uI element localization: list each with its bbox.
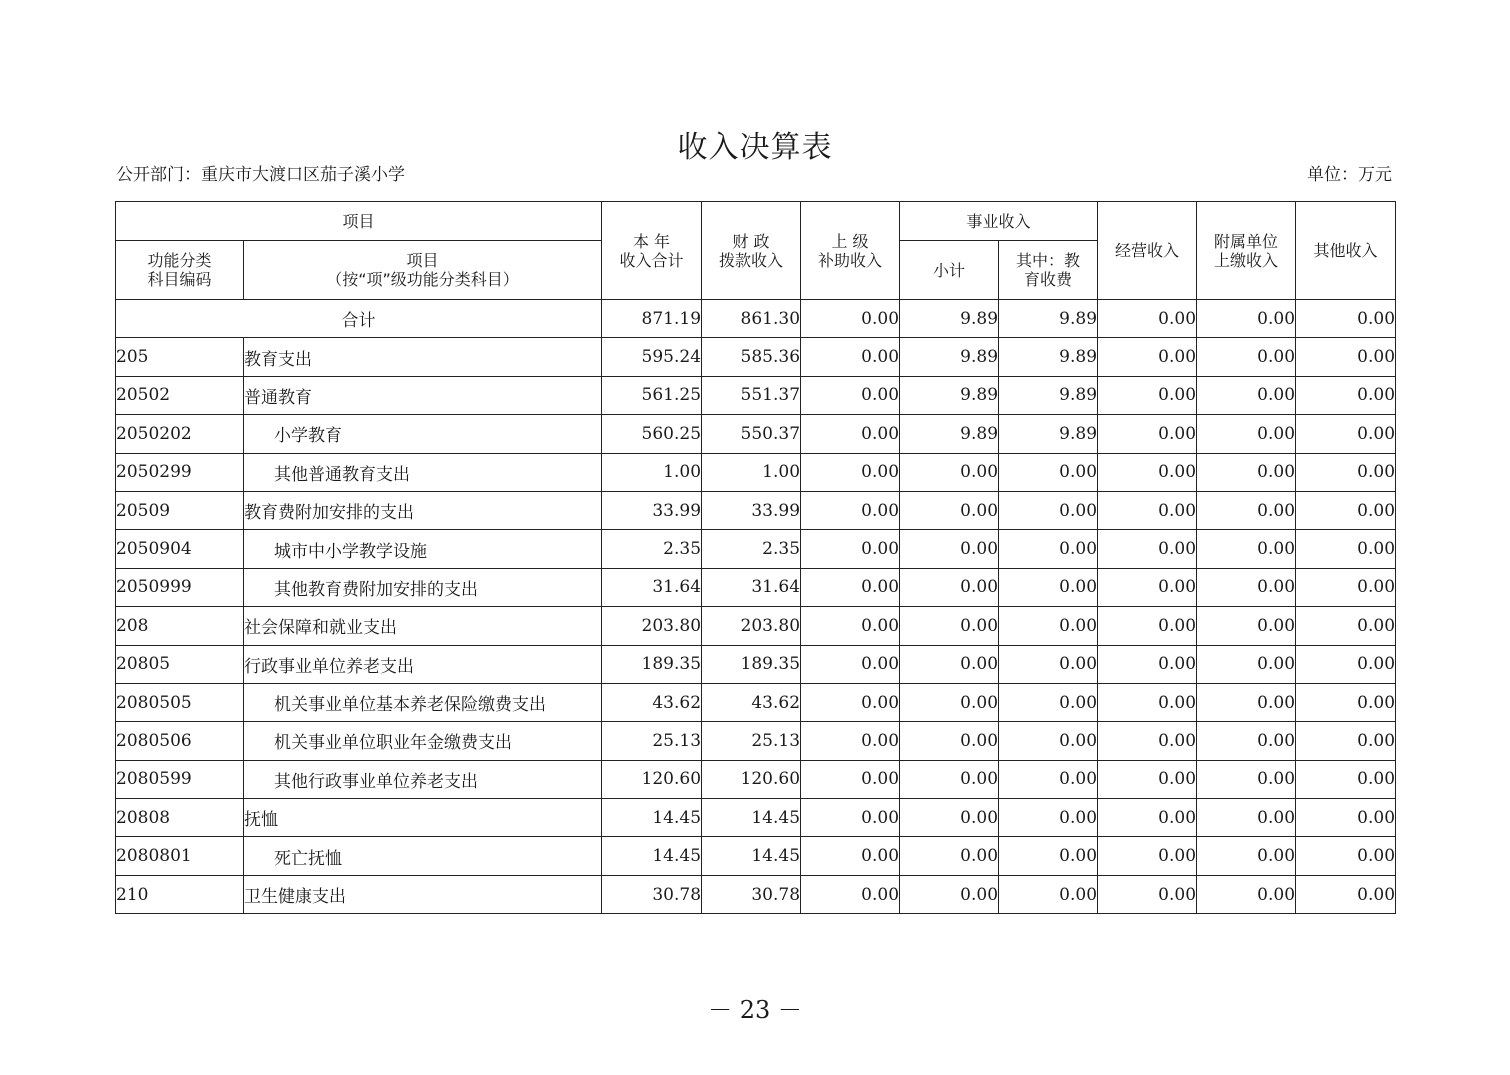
row-value: 2.35 — [602, 530, 702, 568]
row-value: 0.00 — [999, 453, 1098, 491]
row-value: 0.00 — [1197, 415, 1296, 453]
header-project: 项目 — [116, 202, 602, 241]
row-value: 0.00 — [1098, 491, 1197, 529]
table-row — [116, 837, 1396, 875]
row-value: 0.00 — [900, 491, 999, 529]
row-value: 9.89 — [900, 415, 999, 453]
row-code: 20502 — [116, 376, 244, 414]
header-affiliated — [1197, 202, 1296, 300]
row-value: 0.00 — [900, 837, 999, 875]
row-value: 0.00 — [801, 645, 900, 683]
row-value: 31.64 — [602, 568, 702, 606]
row-value: 0.00 — [1296, 376, 1396, 414]
row-code: 210 — [116, 875, 244, 913]
row-value: 43.62 — [702, 683, 801, 721]
row-name: 机关事业单位职业年金缴费支出 — [244, 722, 602, 760]
row-value: 189.35 — [602, 645, 702, 683]
page-title: 收入决算表 — [677, 130, 833, 165]
row-value: 0.00 — [999, 491, 1098, 529]
row-name: 社会保障和就业支出 — [244, 607, 602, 645]
row-value: 0.00 — [900, 799, 999, 837]
row-value: 0.00 — [1098, 607, 1197, 645]
row-value: 0.00 — [801, 491, 900, 529]
table-row — [116, 799, 1396, 837]
row-code: 20805 — [116, 645, 244, 683]
row-value: 25.13 — [702, 722, 801, 760]
total-value: 0.00 — [1197, 300, 1296, 338]
row-value: 550.37 — [702, 415, 801, 453]
row-value: 0.00 — [999, 530, 1098, 568]
total-row — [116, 300, 1396, 338]
total-value: 9.89 — [999, 300, 1098, 338]
row-value: 0.00 — [1296, 530, 1396, 568]
total-value: 0.00 — [1296, 300, 1396, 338]
row-value: 0.00 — [900, 530, 999, 568]
row-name: 其他教育费附加安排的支出 — [244, 568, 602, 606]
row-value: 0.00 — [801, 415, 900, 453]
row-value: 0.00 — [999, 837, 1098, 875]
row-value: 0.00 — [801, 530, 900, 568]
header-edu-fee-line2: 育收费 — [1024, 270, 1073, 289]
header-fiscal-line1: 财 政 — [732, 231, 770, 251]
row-value: 0.00 — [999, 645, 1098, 683]
row-value: 0.00 — [999, 875, 1098, 913]
header-total-income-line1: 本 年 — [632, 231, 671, 251]
header-subtotal: 小计 — [900, 241, 999, 300]
row-value: 0.00 — [1098, 338, 1197, 376]
row-name: 机关事业单位基本养老保险缴费支出 — [244, 683, 602, 721]
total-value: 0.00 — [801, 300, 900, 338]
row-value: 0.00 — [1296, 837, 1396, 875]
row-code: 2050904 — [116, 530, 244, 568]
row-value: 33.99 — [602, 491, 702, 529]
row-value: 595.24 — [602, 338, 702, 376]
row-name: 教育费附加安排的支出 — [244, 491, 602, 529]
row-value: 14.45 — [702, 837, 801, 875]
header-func-code-line1: 功能分类 — [147, 251, 212, 270]
table-row — [116, 645, 1396, 683]
page-number: － 23 － — [708, 996, 802, 1024]
row-value: 0.00 — [1197, 376, 1296, 414]
row-value: 0.00 — [1296, 645, 1396, 683]
row-value: 0.00 — [801, 875, 900, 913]
table-row — [116, 453, 1396, 491]
table-row — [116, 568, 1396, 606]
income-table — [115, 201, 1396, 914]
table-row — [116, 376, 1396, 414]
row-value: 30.78 — [702, 875, 801, 913]
row-value: 0.00 — [999, 683, 1098, 721]
row-value: 0.00 — [1197, 799, 1296, 837]
row-value: 0.00 — [1197, 837, 1296, 875]
table-body — [116, 300, 1396, 914]
table-row — [116, 415, 1396, 453]
total-label: 合计 — [116, 300, 602, 338]
row-value: 0.00 — [1197, 568, 1296, 606]
row-value: 0.00 — [1296, 491, 1396, 529]
row-value: 14.45 — [702, 799, 801, 837]
row-value: 0.00 — [1296, 799, 1396, 837]
table-row — [116, 607, 1396, 645]
row-code: 20509 — [116, 491, 244, 529]
row-name: 城市中小学教学设施 — [244, 530, 602, 568]
row-value: 0.00 — [1296, 607, 1396, 645]
row-value: 561.25 — [602, 376, 702, 414]
table-row — [116, 491, 1396, 529]
row-value: 0.00 — [1098, 453, 1197, 491]
row-value: 0.00 — [999, 568, 1098, 606]
row-value: 0.00 — [1296, 338, 1396, 376]
row-name: 死亡抚恤 — [244, 837, 602, 875]
header-item-line1: 项目 — [406, 251, 439, 270]
table-row — [116, 530, 1396, 568]
row-value: 9.89 — [900, 338, 999, 376]
row-value: 0.00 — [900, 568, 999, 606]
row-value: 0.00 — [1296, 683, 1396, 721]
row-code: 205 — [116, 338, 244, 376]
row-value: 0.00 — [1197, 607, 1296, 645]
row-name: 抚恤 — [244, 799, 602, 837]
table-header — [116, 202, 1396, 300]
total-value: 9.89 — [900, 300, 999, 338]
row-value: 0.00 — [900, 683, 999, 721]
department-label: 公开部门：重庆市大渡口区茄子溪小学 — [116, 165, 405, 185]
row-value: 14.45 — [602, 799, 702, 837]
row-value: 0.00 — [900, 645, 999, 683]
row-value: 0.00 — [999, 607, 1098, 645]
row-value: 551.37 — [702, 376, 801, 414]
row-value: 1.00 — [702, 453, 801, 491]
row-name: 普通教育 — [244, 376, 602, 414]
row-value: 0.00 — [1098, 760, 1197, 798]
row-value: 0.00 — [999, 760, 1098, 798]
unit-label: 单位：万元 — [1307, 165, 1392, 185]
row-value: 0.00 — [999, 722, 1098, 760]
row-value: 0.00 — [1197, 722, 1296, 760]
header-total-income-line2: 收入合计 — [619, 250, 684, 270]
row-value: 0.00 — [801, 607, 900, 645]
row-value: 0.00 — [1296, 875, 1396, 913]
row-value: 0.00 — [801, 760, 900, 798]
row-code: 2050999 — [116, 568, 244, 606]
row-code: 2080506 — [116, 722, 244, 760]
row-value: 0.00 — [1197, 875, 1296, 913]
header-fiscal — [702, 202, 801, 300]
row-value: 9.89 — [900, 376, 999, 414]
row-code: 2080801 — [116, 837, 244, 875]
header-superior — [801, 202, 900, 300]
header-other: 其他收入 — [1296, 202, 1396, 300]
table-row — [116, 875, 1396, 913]
header-superior-line1: 上 级 — [831, 231, 869, 251]
row-value: 0.00 — [1098, 530, 1197, 568]
row-value: 0.00 — [801, 837, 900, 875]
row-name: 其他行政事业单位养老支出 — [244, 760, 602, 798]
row-name: 教育支出 — [244, 338, 602, 376]
row-value: 0.00 — [801, 338, 900, 376]
row-value: 30.78 — [602, 875, 702, 913]
row-value: 0.00 — [801, 376, 900, 414]
row-value: 33.99 — [702, 491, 801, 529]
row-code: 208 — [116, 607, 244, 645]
header-affiliated-line2: 上缴收入 — [1214, 250, 1279, 270]
row-code: 2050299 — [116, 453, 244, 491]
row-value: 0.00 — [1296, 415, 1396, 453]
header-fiscal-line2: 拨款收入 — [719, 250, 784, 270]
row-value: 0.00 — [900, 722, 999, 760]
row-value: 43.62 — [602, 683, 702, 721]
row-value: 9.89 — [999, 376, 1098, 414]
row-value: 14.45 — [602, 837, 702, 875]
row-value: 0.00 — [1098, 683, 1197, 721]
header-func-code-line2: 科目编码 — [147, 270, 212, 289]
row-value: 0.00 — [1098, 415, 1197, 453]
row-value: 120.60 — [702, 760, 801, 798]
row-value: 203.80 — [702, 607, 801, 645]
total-value: 0.00 — [1098, 300, 1197, 338]
table-row — [116, 722, 1396, 760]
row-value: 0.00 — [1098, 875, 1197, 913]
row-value: 0.00 — [1197, 530, 1296, 568]
row-value: 0.00 — [1098, 799, 1197, 837]
row-value: 0.00 — [900, 453, 999, 491]
row-value: 0.00 — [801, 568, 900, 606]
row-value: 0.00 — [999, 799, 1098, 837]
row-value: 0.00 — [1197, 338, 1296, 376]
row-value: 0.00 — [1098, 645, 1197, 683]
row-code: 2080599 — [116, 760, 244, 798]
row-value: 0.00 — [801, 799, 900, 837]
header-item — [244, 241, 602, 300]
header-edu-fee-line1: 其中：教 — [1016, 251, 1081, 270]
total-value: 871.19 — [602, 300, 702, 338]
row-code: 2080505 — [116, 683, 244, 721]
row-value: 0.00 — [1197, 760, 1296, 798]
row-value: 0.00 — [1197, 683, 1296, 721]
row-value: 585.36 — [702, 338, 801, 376]
row-value: 0.00 — [1197, 645, 1296, 683]
table-row — [116, 338, 1396, 376]
row-value: 9.89 — [999, 415, 1098, 453]
row-value: 2.35 — [702, 530, 801, 568]
row-value: 0.00 — [1098, 376, 1197, 414]
row-value: 0.00 — [1197, 453, 1296, 491]
header-edu-fee — [999, 241, 1098, 300]
row-value: 0.00 — [1098, 837, 1197, 875]
row-value: 0.00 — [1296, 568, 1396, 606]
row-value: 31.64 — [702, 568, 801, 606]
row-value: 120.60 — [602, 760, 702, 798]
row-value: 1.00 — [602, 453, 702, 491]
header-item-line2: （按“项”级功能分类科目） — [326, 270, 519, 289]
row-value: 0.00 — [801, 453, 900, 491]
row-code: 20808 — [116, 799, 244, 837]
header-func-code — [116, 241, 244, 300]
table-row — [116, 683, 1396, 721]
header-superior-line2: 补助收入 — [818, 250, 883, 270]
row-value: 189.35 — [702, 645, 801, 683]
row-value: 560.25 — [602, 415, 702, 453]
row-name: 卫生健康支出 — [244, 875, 602, 913]
row-value: 203.80 — [602, 607, 702, 645]
row-value: 0.00 — [1296, 453, 1396, 491]
header-total-income — [602, 202, 702, 300]
row-name: 其他普通教育支出 — [244, 453, 602, 491]
row-value: 9.89 — [999, 338, 1098, 376]
row-value: 25.13 — [602, 722, 702, 760]
row-name: 行政事业单位养老支出 — [244, 645, 602, 683]
row-value: 0.00 — [1296, 722, 1396, 760]
header-affiliated-line1: 附属单位 — [1214, 231, 1279, 251]
row-value: 0.00 — [801, 722, 900, 760]
row-value: 0.00 — [1296, 760, 1396, 798]
row-value: 0.00 — [900, 607, 999, 645]
row-value: 0.00 — [900, 760, 999, 798]
header-business-income: 事业收入 — [900, 202, 1098, 241]
total-value: 861.30 — [702, 300, 801, 338]
row-value: 0.00 — [1098, 568, 1197, 606]
row-value: 0.00 — [1098, 722, 1197, 760]
row-code: 2050202 — [116, 415, 244, 453]
row-value: 0.00 — [801, 683, 900, 721]
row-value: 0.00 — [1197, 491, 1296, 529]
row-name: 小学教育 — [244, 415, 602, 453]
table-row — [116, 760, 1396, 798]
header-operating: 经营收入 — [1098, 202, 1197, 300]
row-value: 0.00 — [900, 875, 999, 913]
